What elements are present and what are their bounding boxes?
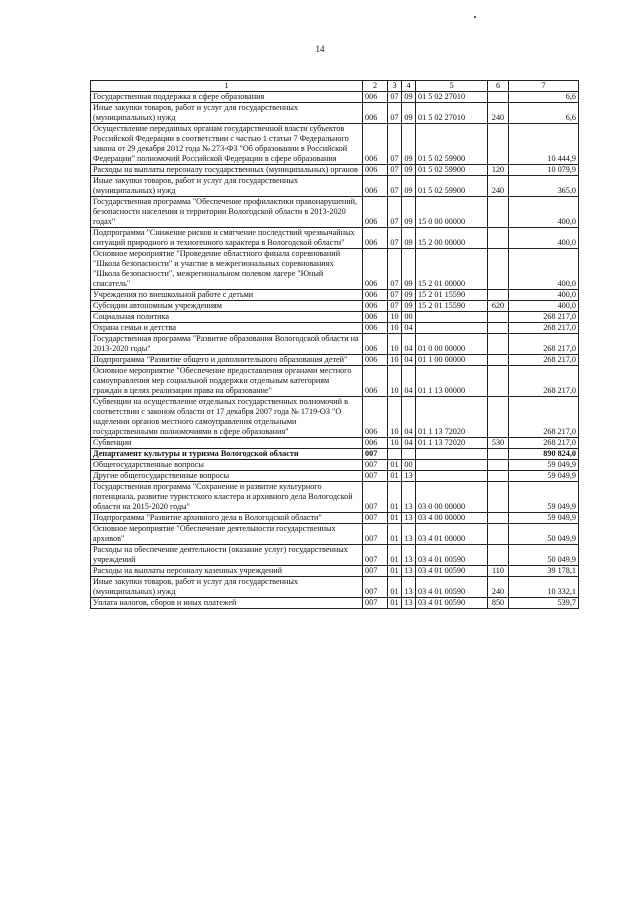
row-expense-type-cell <box>488 545 509 566</box>
table-row <box>91 176 579 197</box>
row-subsection-cell: 09 <box>402 165 416 176</box>
row-expense-type-cell <box>488 249 509 290</box>
row-target-article-cell: 01 1 13 00000 <box>416 366 488 397</box>
row-subsection-cell: 09 <box>402 176 416 197</box>
row-expense-type-cell <box>488 482 509 513</box>
header-col-5: 5 <box>416 81 488 92</box>
row-section-cell: 10 <box>388 323 402 334</box>
row-expense-type-cell <box>488 92 509 103</box>
table-row <box>91 290 579 301</box>
row-subsection-cell: 00 <box>402 312 416 323</box>
table-row <box>91 366 579 397</box>
row-amount-cell: 6,6 <box>509 103 579 124</box>
table-row <box>91 228 579 249</box>
row-amount-cell: 50 049,9 <box>509 545 579 566</box>
table-row <box>91 471 579 482</box>
row-amount-cell: 400,0 <box>509 290 579 301</box>
row-admin-code-cell: 006 <box>363 312 388 323</box>
row-amount-cell: 39 178,1 <box>509 566 579 577</box>
row-section-cell: 07 <box>388 249 402 290</box>
row-amount-cell: 268 217,0 <box>509 355 579 366</box>
row-amount-cell: 268 217,0 <box>509 334 579 355</box>
row-admin-code-cell: 007 <box>363 460 388 471</box>
row-section-cell: 07 <box>388 165 402 176</box>
row-section-cell: 10 <box>388 355 402 366</box>
row-section-cell: 01 <box>388 545 402 566</box>
row-section-cell: 10 <box>388 312 402 323</box>
header-col-1: 1 <box>91 81 363 92</box>
row-amount-cell: 400,0 <box>509 301 579 312</box>
row-name-cell: Департамент культуры и туризма Вологодской области <box>91 449 363 460</box>
row-admin-code-cell: 006 <box>363 355 388 366</box>
row-target-article-cell <box>416 460 488 471</box>
table-row <box>91 165 579 176</box>
row-section-cell: 07 <box>388 228 402 249</box>
row-target-article-cell <box>416 471 488 482</box>
row-subsection-cell: 09 <box>402 92 416 103</box>
row-section-cell: 07 <box>388 92 402 103</box>
row-subsection-cell: 09 <box>402 301 416 312</box>
row-section-cell: 01 <box>388 482 402 513</box>
table-row <box>91 460 579 471</box>
row-name-cell: Государственная программа "Обеспечение профилактики правонарушений, безопасности населения и территории Вологодской области в 2013-2020 годах" <box>91 197 363 228</box>
row-amount-cell: 268 217,0 <box>509 438 579 449</box>
row-section-cell: 07 <box>388 176 402 197</box>
header-col-2: 2 <box>363 81 388 92</box>
row-amount-cell: 268 217,0 <box>509 312 579 323</box>
row-admin-code-cell: 006 <box>363 92 388 103</box>
row-admin-code-cell: 006 <box>363 334 388 355</box>
row-section-cell: 01 <box>388 471 402 482</box>
row-expense-type-cell <box>488 471 509 482</box>
row-amount-cell: 59 049,9 <box>509 482 579 513</box>
row-expense-type-cell <box>488 397 509 438</box>
row-section-cell: 07 <box>388 290 402 301</box>
row-expense-type-cell <box>488 197 509 228</box>
row-subsection-cell: 04 <box>402 323 416 334</box>
table-row <box>91 566 579 577</box>
table-row <box>91 249 579 290</box>
row-target-article-cell: 15 2 01 15590 <box>416 301 488 312</box>
table-row <box>91 513 579 524</box>
row-expense-type-cell: 240 <box>488 176 509 197</box>
row-target-article-cell: 01 1 00 00000 <box>416 355 488 366</box>
row-target-article-cell: 01 5 02 59900 <box>416 124 488 165</box>
row-expense-type-cell <box>488 334 509 355</box>
row-name-cell: Иные закупки товаров, работ и услуг для государственных (муниципальных) нужд <box>91 176 363 197</box>
row-target-article-cell: 15 2 01 00000 <box>416 249 488 290</box>
row-amount-cell: 6,6 <box>509 92 579 103</box>
row-name-cell: Субвенции <box>91 438 363 449</box>
row-target-article-cell: 01 5 02 27010 <box>416 92 488 103</box>
row-admin-code-cell: 007 <box>363 577 388 598</box>
row-admin-code-cell: 006 <box>363 124 388 165</box>
row-expense-type-cell <box>488 290 509 301</box>
row-expense-type-cell: 620 <box>488 301 509 312</box>
row-admin-code-cell: 006 <box>363 323 388 334</box>
row-name-cell: Иные закупки товаров, работ и услуг для государственных (муниципальных) нужд <box>91 103 363 124</box>
table-row <box>91 438 579 449</box>
row-expense-type-cell <box>488 228 509 249</box>
table-row <box>91 545 579 566</box>
row-admin-code-cell: 006 <box>363 197 388 228</box>
row-section-cell: 07 <box>388 124 402 165</box>
row-subsection-cell: 04 <box>402 366 416 397</box>
row-subsection-cell: 09 <box>402 290 416 301</box>
row-admin-code-cell: 006 <box>363 228 388 249</box>
table-row <box>91 312 579 323</box>
table-row <box>91 301 579 312</box>
row-amount-cell: 890 824,0 <box>509 449 579 460</box>
row-name-cell: Уплата налогов, сборов и иных платежей <box>91 598 363 609</box>
row-name-cell: Социальная политика <box>91 312 363 323</box>
row-name-cell: Основное мероприятие "Обеспечение деятельности государственных архивов" <box>91 524 363 545</box>
row-amount-cell: 10 332,1 <box>509 577 579 598</box>
row-admin-code-cell: 007 <box>363 513 388 524</box>
row-admin-code-cell: 006 <box>363 165 388 176</box>
row-admin-code-cell: 007 <box>363 471 388 482</box>
row-expense-type-cell <box>488 355 509 366</box>
row-expense-type-cell: 120 <box>488 165 509 176</box>
row-admin-code-cell: 006 <box>363 290 388 301</box>
table-row <box>91 449 579 460</box>
row-amount-cell: 400,0 <box>509 228 579 249</box>
row-name-cell: Иные закупки товаров, работ и услуг для государственных (муниципальных) нужд <box>91 577 363 598</box>
row-name-cell: Государственная программа "Развитие образования Вологодской области на 2013-2020 годы" <box>91 334 363 355</box>
row-target-article-cell: 01 5 02 59900 <box>416 165 488 176</box>
row-subsection-cell: 13 <box>402 598 416 609</box>
row-subsection-cell: 13 <box>402 482 416 513</box>
row-expense-type-cell <box>488 524 509 545</box>
row-expense-type-cell <box>488 124 509 165</box>
row-admin-code-cell: 007 <box>363 449 388 460</box>
row-subsection-cell: 04 <box>402 438 416 449</box>
row-target-article-cell: 03 4 01 00000 <box>416 524 488 545</box>
row-subsection-cell: 13 <box>402 471 416 482</box>
row-target-article-cell: 03 0 00 00000 <box>416 482 488 513</box>
row-subsection-cell: 09 <box>402 249 416 290</box>
row-amount-cell: 268 217,0 <box>509 397 579 438</box>
table-row <box>91 482 579 513</box>
row-subsection-cell: 13 <box>402 513 416 524</box>
row-subsection-cell: 09 <box>402 228 416 249</box>
row-target-article-cell: 15 2 01 15590 <box>416 290 488 301</box>
row-section-cell: 07 <box>388 103 402 124</box>
table-row <box>91 197 579 228</box>
row-name-cell: Подпрограмма "Развитие архивного дела в Вологодской области" <box>91 513 363 524</box>
row-name-cell: Государственная программа "Сохранение и развитие культурного потенциала, развитие туристского кластера и архивного дела Вологодской области на 2015-2020 годы" <box>91 482 363 513</box>
table-row <box>91 577 579 598</box>
row-target-article-cell: 03 4 01 00590 <box>416 577 488 598</box>
row-subsection-cell: 13 <box>402 524 416 545</box>
row-admin-code-cell: 006 <box>363 397 388 438</box>
row-target-article-cell <box>416 323 488 334</box>
row-target-article-cell: 03 4 01 00590 <box>416 566 488 577</box>
header-col-4: 4 <box>402 81 416 92</box>
header-col-6: 6 <box>488 81 509 92</box>
row-expense-type-cell <box>488 460 509 471</box>
row-admin-code-cell: 007 <box>363 566 388 577</box>
row-name-cell: Другие общегосударственные вопросы <box>91 471 363 482</box>
row-expense-type-cell <box>488 449 509 460</box>
row-section-cell <box>388 449 402 460</box>
row-expense-type-cell <box>488 323 509 334</box>
row-subsection-cell: 13 <box>402 545 416 566</box>
row-amount-cell: 268 217,0 <box>509 366 579 397</box>
row-amount-cell: 365,0 <box>509 176 579 197</box>
row-amount-cell: 59 049,9 <box>509 471 579 482</box>
row-target-article-cell <box>416 312 488 323</box>
row-expense-type-cell: 850 <box>488 598 509 609</box>
row-section-cell: 10 <box>388 334 402 355</box>
row-target-article-cell: 01 1 13 72020 <box>416 438 488 449</box>
row-name-cell: Субвенции на осуществление отдельных государственных полномочий в соответствии с законом области от 17 декабря 2007 года № 1719-ОЗ "О наделении органов местного самоуправления отдельными государственными полномочиями в сфере образования" <box>91 397 363 438</box>
table-row <box>91 323 579 334</box>
row-name-cell: Основное мероприятие "Обеспечение предоставления органами местного самоуправления мер социальной поддержки отдельным категориям граждан в целях реализации права на образование" <box>91 366 363 397</box>
row-target-article-cell: 01 1 13 72020 <box>416 397 488 438</box>
row-name-cell: Подпрограмма "Развитие общего и дополнительного образования детей" <box>91 355 363 366</box>
row-admin-code-cell: 006 <box>363 301 388 312</box>
row-admin-code-cell: 006 <box>363 366 388 397</box>
row-admin-code-cell: 006 <box>363 103 388 124</box>
row-subsection-cell: 09 <box>402 103 416 124</box>
header-col-7: 7 <box>509 81 579 92</box>
row-name-cell: Охрана семьи и детства <box>91 323 363 334</box>
row-name-cell: Государственная поддержка в сфере образования <box>91 92 363 103</box>
row-subsection-cell: 04 <box>402 334 416 355</box>
row-subsection-cell <box>402 449 416 460</box>
row-section-cell: 07 <box>388 197 402 228</box>
row-subsection-cell: 13 <box>402 566 416 577</box>
table-row <box>91 92 579 103</box>
row-amount-cell: 400,0 <box>509 197 579 228</box>
row-section-cell: 01 <box>388 598 402 609</box>
row-admin-code-cell: 007 <box>363 545 388 566</box>
row-section-cell: 01 <box>388 513 402 524</box>
row-admin-code-cell: 006 <box>363 249 388 290</box>
table-row <box>91 103 579 124</box>
table-row <box>91 397 579 438</box>
row-amount-cell: 10 444,9 <box>509 124 579 165</box>
row-name-cell: Учреждения по внешкольной работе с детьми <box>91 290 363 301</box>
row-target-article-cell: 01 5 02 59900 <box>416 176 488 197</box>
row-section-cell: 01 <box>388 460 402 471</box>
row-subsection-cell: 09 <box>402 124 416 165</box>
page-number: 14 <box>315 44 325 54</box>
row-target-article-cell <box>416 449 488 460</box>
row-expense-type-cell: 240 <box>488 577 509 598</box>
row-amount-cell: 10 079,9 <box>509 165 579 176</box>
header-col-3: 3 <box>388 81 402 92</box>
row-subsection-cell: 00 <box>402 460 416 471</box>
row-target-article-cell: 15 0 00 00000 <box>416 197 488 228</box>
row-section-cell: 01 <box>388 524 402 545</box>
row-admin-code-cell: 007 <box>363 598 388 609</box>
row-expense-type-cell: 240 <box>488 103 509 124</box>
row-target-article-cell: 03 4 01 00590 <box>416 545 488 566</box>
table-row <box>91 124 579 165</box>
table-row <box>91 598 579 609</box>
row-admin-code-cell: 006 <box>363 438 388 449</box>
row-name-cell: Расходы на выплаты персоналу казенных учреждений <box>91 566 363 577</box>
row-target-article-cell: 03 4 01 00590 <box>416 598 488 609</box>
row-name-cell: Расходы на выплаты персоналу государственных (муниципальных) органов <box>91 165 363 176</box>
row-amount-cell: 539,7 <box>509 598 579 609</box>
row-amount-cell: 59 049,9 <box>509 460 579 471</box>
row-admin-code-cell: 007 <box>363 482 388 513</box>
row-name-cell: Расходы на обеспечение деятельности (оказание услуг) государственных учреждений <box>91 545 363 566</box>
row-amount-cell: 50 049,9 <box>509 524 579 545</box>
budget-table-body <box>91 81 579 609</box>
row-target-article-cell: 01 0 00 00000 <box>416 334 488 355</box>
row-amount-cell: 268 217,0 <box>509 323 579 334</box>
row-target-article-cell: 01 5 02 27010 <box>416 103 488 124</box>
row-section-cell: 10 <box>388 366 402 397</box>
row-target-article-cell: 15 2 00 00000 <box>416 228 488 249</box>
row-amount-cell: 59 049,9 <box>509 513 579 524</box>
row-subsection-cell: 09 <box>402 197 416 228</box>
row-section-cell: 01 <box>388 566 402 577</box>
row-admin-code-cell: 006 <box>363 176 388 197</box>
row-subsection-cell: 13 <box>402 577 416 598</box>
budget-table <box>90 80 579 609</box>
row-expense-type-cell: 110 <box>488 566 509 577</box>
row-section-cell: 10 <box>388 397 402 438</box>
row-expense-type-cell <box>488 366 509 397</box>
row-section-cell: 01 <box>388 577 402 598</box>
row-subsection-cell: 04 <box>402 397 416 438</box>
row-admin-code-cell: 007 <box>363 524 388 545</box>
table-row <box>91 334 579 355</box>
table-row <box>91 524 579 545</box>
row-subsection-cell: 04 <box>402 355 416 366</box>
row-name-cell: Осуществление переданных органам государственной власти субъектов Российской Федерации в соответствии с частью 1 статьи 7 Федерального закона от 29 декабря 2012 года № 273-ФЗ "Об образовании в Российской Федерации" полномочий Российской Федерации в сфере образования <box>91 124 363 165</box>
scan-speck <box>474 16 476 18</box>
row-amount-cell: 400,0 <box>509 249 579 290</box>
row-expense-type-cell <box>488 513 509 524</box>
row-name-cell: Субсидии автономным учреждениям <box>91 301 363 312</box>
table-header-row <box>91 81 579 92</box>
row-section-cell: 07 <box>388 301 402 312</box>
row-name-cell: Общегосударственные вопросы <box>91 460 363 471</box>
row-expense-type-cell: 530 <box>488 438 509 449</box>
row-section-cell: 10 <box>388 438 402 449</box>
row-target-article-cell: 03 4 00 00000 <box>416 513 488 524</box>
row-name-cell: Основное мероприятие "Проведение областного финала соревнований "Школа безопасности" и участие в межрегиональных соревнованиях "Школа безопасности", межрегиональном полевом лагере "Юный спасатель" <box>91 249 363 290</box>
table-row <box>91 355 579 366</box>
row-name-cell: Подпрограмма "Снижение рисков и смягчение последствий чрезвычайных ситуаций природного и техногенного характера в Вологодской области" <box>91 228 363 249</box>
row-expense-type-cell <box>488 312 509 323</box>
